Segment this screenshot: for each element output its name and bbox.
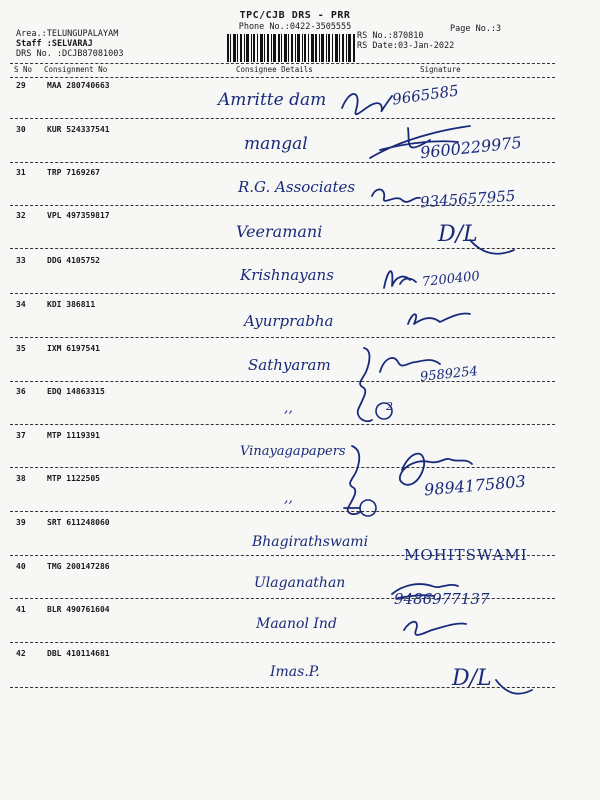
col-consignee: Consignee Details <box>236 65 313 74</box>
row-consignment: MAA 280740663 <box>47 81 110 90</box>
row-sno: 39 <box>16 518 26 527</box>
signature-scrawl-41 <box>404 622 466 635</box>
consignee-name: Amritte dam <box>218 90 327 110</box>
consignee-name: Ulaganathan <box>254 575 346 591</box>
row-sno: 42 <box>16 649 26 658</box>
row-consignment: VPL 497359817 <box>47 211 110 220</box>
row-consignment: TMG 200147286 <box>47 562 110 571</box>
col-consignment: Consignment No <box>44 65 108 74</box>
row-sno: 36 <box>16 387 26 396</box>
consignee-name: ,, <box>284 490 293 506</box>
consignee-name: Maanol Ind <box>256 616 337 632</box>
signature-scrawl-38 <box>400 454 472 485</box>
signature-scrawl-40 <box>392 584 458 598</box>
signature-scrawl-42 <box>496 680 532 694</box>
signature-scrawl-32 <box>470 240 514 254</box>
signature-text: 2 <box>386 400 393 413</box>
row-sno: 40 <box>16 562 26 571</box>
bracket-37-38 <box>344 446 376 516</box>
signature-scrawl-33 <box>384 271 416 288</box>
signature-text: 9345657955 <box>419 186 516 212</box>
row-consignment: MTP 1119391 <box>47 431 100 440</box>
signature-text: 9894175803 <box>423 471 527 500</box>
row-consignment: KUR 524337541 <box>47 125 110 134</box>
row-consignment: DBL 410114681 <box>47 649 110 658</box>
consignee-name: Sathyaram <box>248 356 331 374</box>
consignee-name: R.G. Associates <box>238 178 356 196</box>
row-consignment: MTP 1122505 <box>47 474 100 483</box>
rs-date: RS Date:03-Jan-2022 <box>357 41 455 51</box>
consignee-name: Imas.P. <box>270 664 320 680</box>
row-consignment: SRT 611248060 <box>47 518 110 527</box>
row-sno: 37 <box>16 431 26 440</box>
area-label: Area.:TELUNGUPALAYAM <box>16 29 119 39</box>
row-sno: 38 <box>16 474 26 483</box>
signature-scrawl-29 <box>342 94 392 114</box>
row-consignment: DDG 4105752 <box>47 256 100 265</box>
rs-number: RS No.:870810 <box>357 31 424 41</box>
signature-scrawl-30 <box>370 126 470 158</box>
bracket-35-36 <box>358 348 392 421</box>
page-number: Page No.:3 <box>450 24 502 34</box>
drs-no-label: DRS No. :DCJB87081003 <box>16 49 124 59</box>
signature-text: D/L <box>438 222 478 247</box>
signature-scrawl-31 <box>372 189 420 202</box>
signature-text: MOHITSWAMI <box>404 546 528 564</box>
row-consignment: EDQ 14863315 <box>47 387 105 396</box>
row-consignment: TRP 7169267 <box>47 168 100 177</box>
row-consignment: BLR 490761604 <box>47 605 110 614</box>
consignee-name: Ayurprabha <box>244 312 334 330</box>
phone-number: Phone No.:0422-3505555 <box>238 22 352 32</box>
row-sno: 31 <box>16 168 26 177</box>
consignee-name: ,, <box>284 400 293 416</box>
signature-text: 7200400 <box>421 269 481 290</box>
consignee-name: Vinayagapapers <box>240 444 346 459</box>
document-title: TPC/CJB DRS - PRR <box>239 10 351 21</box>
signature-scrawl-34 <box>408 313 470 324</box>
consignee-name: Bhagirathswami <box>252 534 369 550</box>
row-sno: 34 <box>16 300 26 309</box>
row-sno: 33 <box>16 256 26 265</box>
signature-text: 9665585 <box>391 81 460 109</box>
row-consignment: IXM 6197541 <box>47 344 100 353</box>
signature-text: D/L <box>452 666 492 691</box>
row-sno: 29 <box>16 81 26 90</box>
col-sno: S No <box>14 65 33 74</box>
signature-text: 9589254 <box>419 364 479 385</box>
row-sno: 30 <box>16 125 26 134</box>
consignee-name: Krishnayans <box>240 266 334 284</box>
row-sno: 32 <box>16 211 26 220</box>
consignee-name: mangal <box>244 134 308 154</box>
signature-scrawl-35 <box>380 358 440 372</box>
staff-label: Staff :SELVARAJ <box>16 39 93 49</box>
signature-text: 9486977137 <box>394 590 490 608</box>
signature-text: 9600229975 <box>419 132 523 163</box>
row-sno: 35 <box>16 344 26 353</box>
col-signature: Signature <box>420 65 461 74</box>
consignee-name: Veeramani <box>236 222 323 241</box>
row-consignment: KDI 386811 <box>47 300 96 309</box>
row-sno: 41 <box>16 605 26 614</box>
